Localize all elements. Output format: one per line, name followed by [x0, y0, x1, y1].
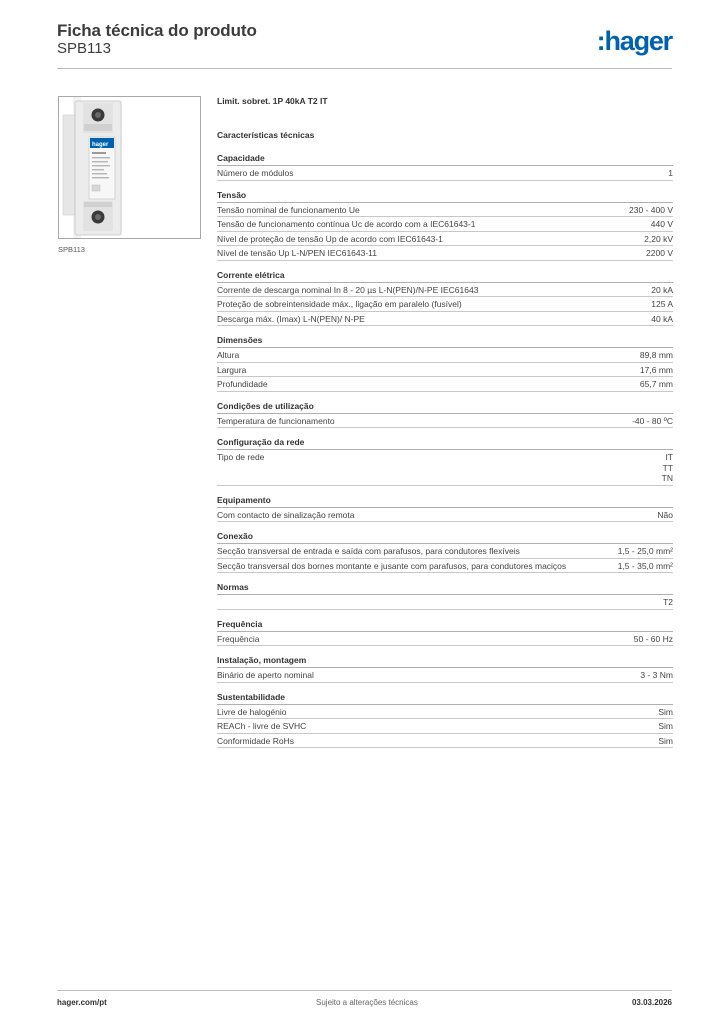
spec-section — [217, 152, 673, 181]
spec-value-line: TT — [662, 462, 673, 473]
spec-section — [217, 334, 673, 392]
spec-value — [618, 561, 673, 572]
spec-label: Temperatura de funcionamento — [217, 415, 335, 426]
spec-value — [640, 670, 673, 681]
spec-value-line: 89,8 mm — [639, 350, 673, 360]
spec-row — [217, 312, 673, 327]
spec-value-line: 65,7 mm — [639, 379, 673, 389]
spec-label: Corrente de descarga nominal In 8 - 20 µs L-N(PEN)/N-PE IEC61643 — [217, 284, 479, 295]
spec-label: Profundidade — [217, 379, 268, 389]
spec-value — [634, 634, 673, 645]
spec-row — [217, 283, 673, 298]
spec-value — [646, 248, 673, 259]
spec-section — [217, 400, 673, 429]
product-image — [58, 96, 201, 239]
spec-row — [217, 348, 673, 363]
spec-value-line: 1,5 - 35,0 mm² — [617, 560, 673, 571]
spec-label: Tensão de funcionamento contínua Uc de acordo com a IEC61643-1 — [217, 219, 476, 229]
spec-section — [217, 436, 673, 486]
spec-row — [217, 450, 673, 486]
section-title: Corrente elétrica — [217, 269, 673, 283]
spec-value — [657, 510, 673, 521]
spec-section — [217, 691, 673, 749]
spec-value — [663, 597, 673, 608]
spec-row — [217, 246, 673, 261]
spec-label: Número de módulos — [217, 168, 294, 178]
spec-value-line: Não — [657, 509, 673, 520]
section-title: Configuração da rede — [217, 436, 673, 450]
spec-label: REACh - livre de SVHC — [217, 721, 307, 731]
spec-row — [217, 232, 673, 247]
spec-label: Proteção de sobreintensidade máx., ligação em paralelo (fusível) — [217, 299, 462, 309]
spec-row — [217, 668, 673, 683]
spec-value-line: 1 — [668, 168, 673, 178]
spec-value-line: Sim — [658, 706, 673, 717]
section-title: Conexão — [217, 530, 673, 544]
document-title: Ficha técnica do produto — [57, 21, 257, 40]
spec-value — [658, 707, 673, 718]
spec-row — [217, 414, 673, 429]
spec-label: Tensão nominal de funcionamento Ue — [217, 204, 360, 215]
spec-value — [651, 314, 673, 325]
spec-label: Nível de tensão Up L-N/PEN IEC61643-11 — [217, 248, 378, 258]
spec-value-line: 2,20 kV — [644, 233, 673, 244]
spec-value — [632, 416, 673, 427]
section-title: Sustentabilidade — [217, 691, 673, 705]
spec-value — [640, 365, 673, 376]
spec-label: Com contacto de sinalização remota — [217, 509, 355, 520]
spec-value-line: 440 V — [650, 219, 673, 229]
spec-value-line: 20 kA — [651, 284, 673, 295]
footer-date: 03.03.2026 — [631, 998, 672, 1007]
spec-sections — [217, 152, 673, 748]
spec-value-line: Sim — [658, 735, 673, 746]
spec-value — [644, 234, 673, 245]
spec-value-line: 50 - 60 Hz — [633, 633, 673, 644]
spec-value — [651, 285, 673, 296]
spec-value-line: 3 - 3 Nm — [640, 670, 673, 680]
section-title: Frequência — [217, 618, 673, 632]
section-title: Instalação, montagem — [217, 654, 673, 668]
section-title: Normas — [217, 581, 673, 595]
spec-label: Nível de proteção de tensão Up de acordo com IEC61643-1 — [217, 233, 443, 244]
spec-value — [640, 350, 673, 361]
spec-value-line: IT — [665, 452, 673, 462]
spec-label: Binário de aperto nominal — [217, 670, 314, 680]
spec-label: Livre de halogénio — [217, 706, 287, 717]
spec-row — [217, 217, 673, 232]
spec-value-line: Sim — [658, 721, 673, 731]
spec-label: Descarga máx. (Imax) L-N(PEN)/ N-PE — [217, 313, 365, 324]
spec-section — [217, 494, 673, 523]
spec-row — [217, 203, 673, 218]
product-name: Limit. sobret. 1P 40kA T2 IT — [217, 96, 328, 106]
spec-label: Largura — [217, 364, 247, 375]
spec-row — [217, 508, 673, 523]
spec-row — [217, 719, 673, 734]
footer-notice: Sujeito a alterações técnicas — [316, 998, 418, 1007]
spec-label: Conformidade RoHs — [217, 735, 295, 746]
spec-value-line: T2 — [663, 597, 673, 607]
spec-row — [217, 544, 673, 559]
footer-divider — [57, 990, 672, 991]
spec-value-line: 1,5 - 25,0 mm² — [617, 546, 673, 556]
spec-value — [651, 219, 673, 230]
spec-label: Tipo de rede — [217, 452, 265, 462]
spec-value — [662, 452, 673, 484]
spec-value — [618, 546, 673, 557]
section-title: Capacidade — [217, 152, 673, 166]
spec-section — [217, 618, 673, 647]
spec-row — [217, 705, 673, 720]
spec-row — [217, 377, 673, 392]
product-code: SPB113 — [57, 40, 111, 57]
spec-row — [217, 734, 673, 749]
section-title: Tensão — [217, 189, 673, 203]
spec-row — [217, 363, 673, 378]
spec-row — [217, 297, 673, 312]
spec-value — [629, 205, 673, 216]
spec-value — [651, 299, 673, 310]
characteristics-heading: Características técnicas — [217, 130, 315, 140]
spec-value — [658, 721, 673, 732]
spec-row — [217, 595, 673, 610]
spec-value-line: 17,6 mm — [639, 364, 673, 375]
specifications — [217, 96, 673, 756]
spec-section — [217, 530, 673, 573]
footer-website: hager.com/pt — [57, 998, 107, 1007]
spec-label: Secção transversal de entrada e saída com parafusos, para condutores flexíveis — [217, 546, 520, 556]
spec-value-line: TN — [661, 473, 673, 483]
spec-section — [217, 189, 673, 261]
spec-value-line: 125 A — [651, 299, 673, 309]
header-divider — [57, 68, 672, 69]
spec-value — [640, 379, 673, 390]
spec-value-line: -40 - 80 ºC — [632, 415, 673, 426]
spec-value-line: 40 kA — [651, 313, 673, 324]
spec-label: Frequência — [217, 633, 260, 644]
image-caption: SPB113 — [58, 245, 85, 254]
spec-value — [668, 168, 673, 179]
hager-logo: :hager — [596, 26, 672, 56]
surge-protector-illustration — [59, 97, 200, 238]
svg-text:hager: hager — [92, 142, 109, 148]
spec-value-line: 2200 V — [646, 248, 673, 258]
spec-row — [217, 632, 673, 647]
spec-value — [658, 736, 673, 747]
section-title: Condições de utilização — [217, 400, 673, 414]
spec-label: Altura — [217, 350, 240, 360]
spec-label: Secção transversal dos bornes montante e jusante com parafusos, para condutores maciços — [217, 560, 567, 571]
spec-row — [217, 559, 673, 574]
spec-section — [217, 581, 673, 610]
spec-section — [217, 654, 673, 683]
section-title: Dimensões — [217, 334, 673, 348]
spec-row — [217, 166, 673, 181]
spec-section — [217, 269, 673, 327]
spec-value-line: 230 - 400 V — [629, 204, 673, 215]
section-title: Equipamento — [217, 494, 673, 508]
